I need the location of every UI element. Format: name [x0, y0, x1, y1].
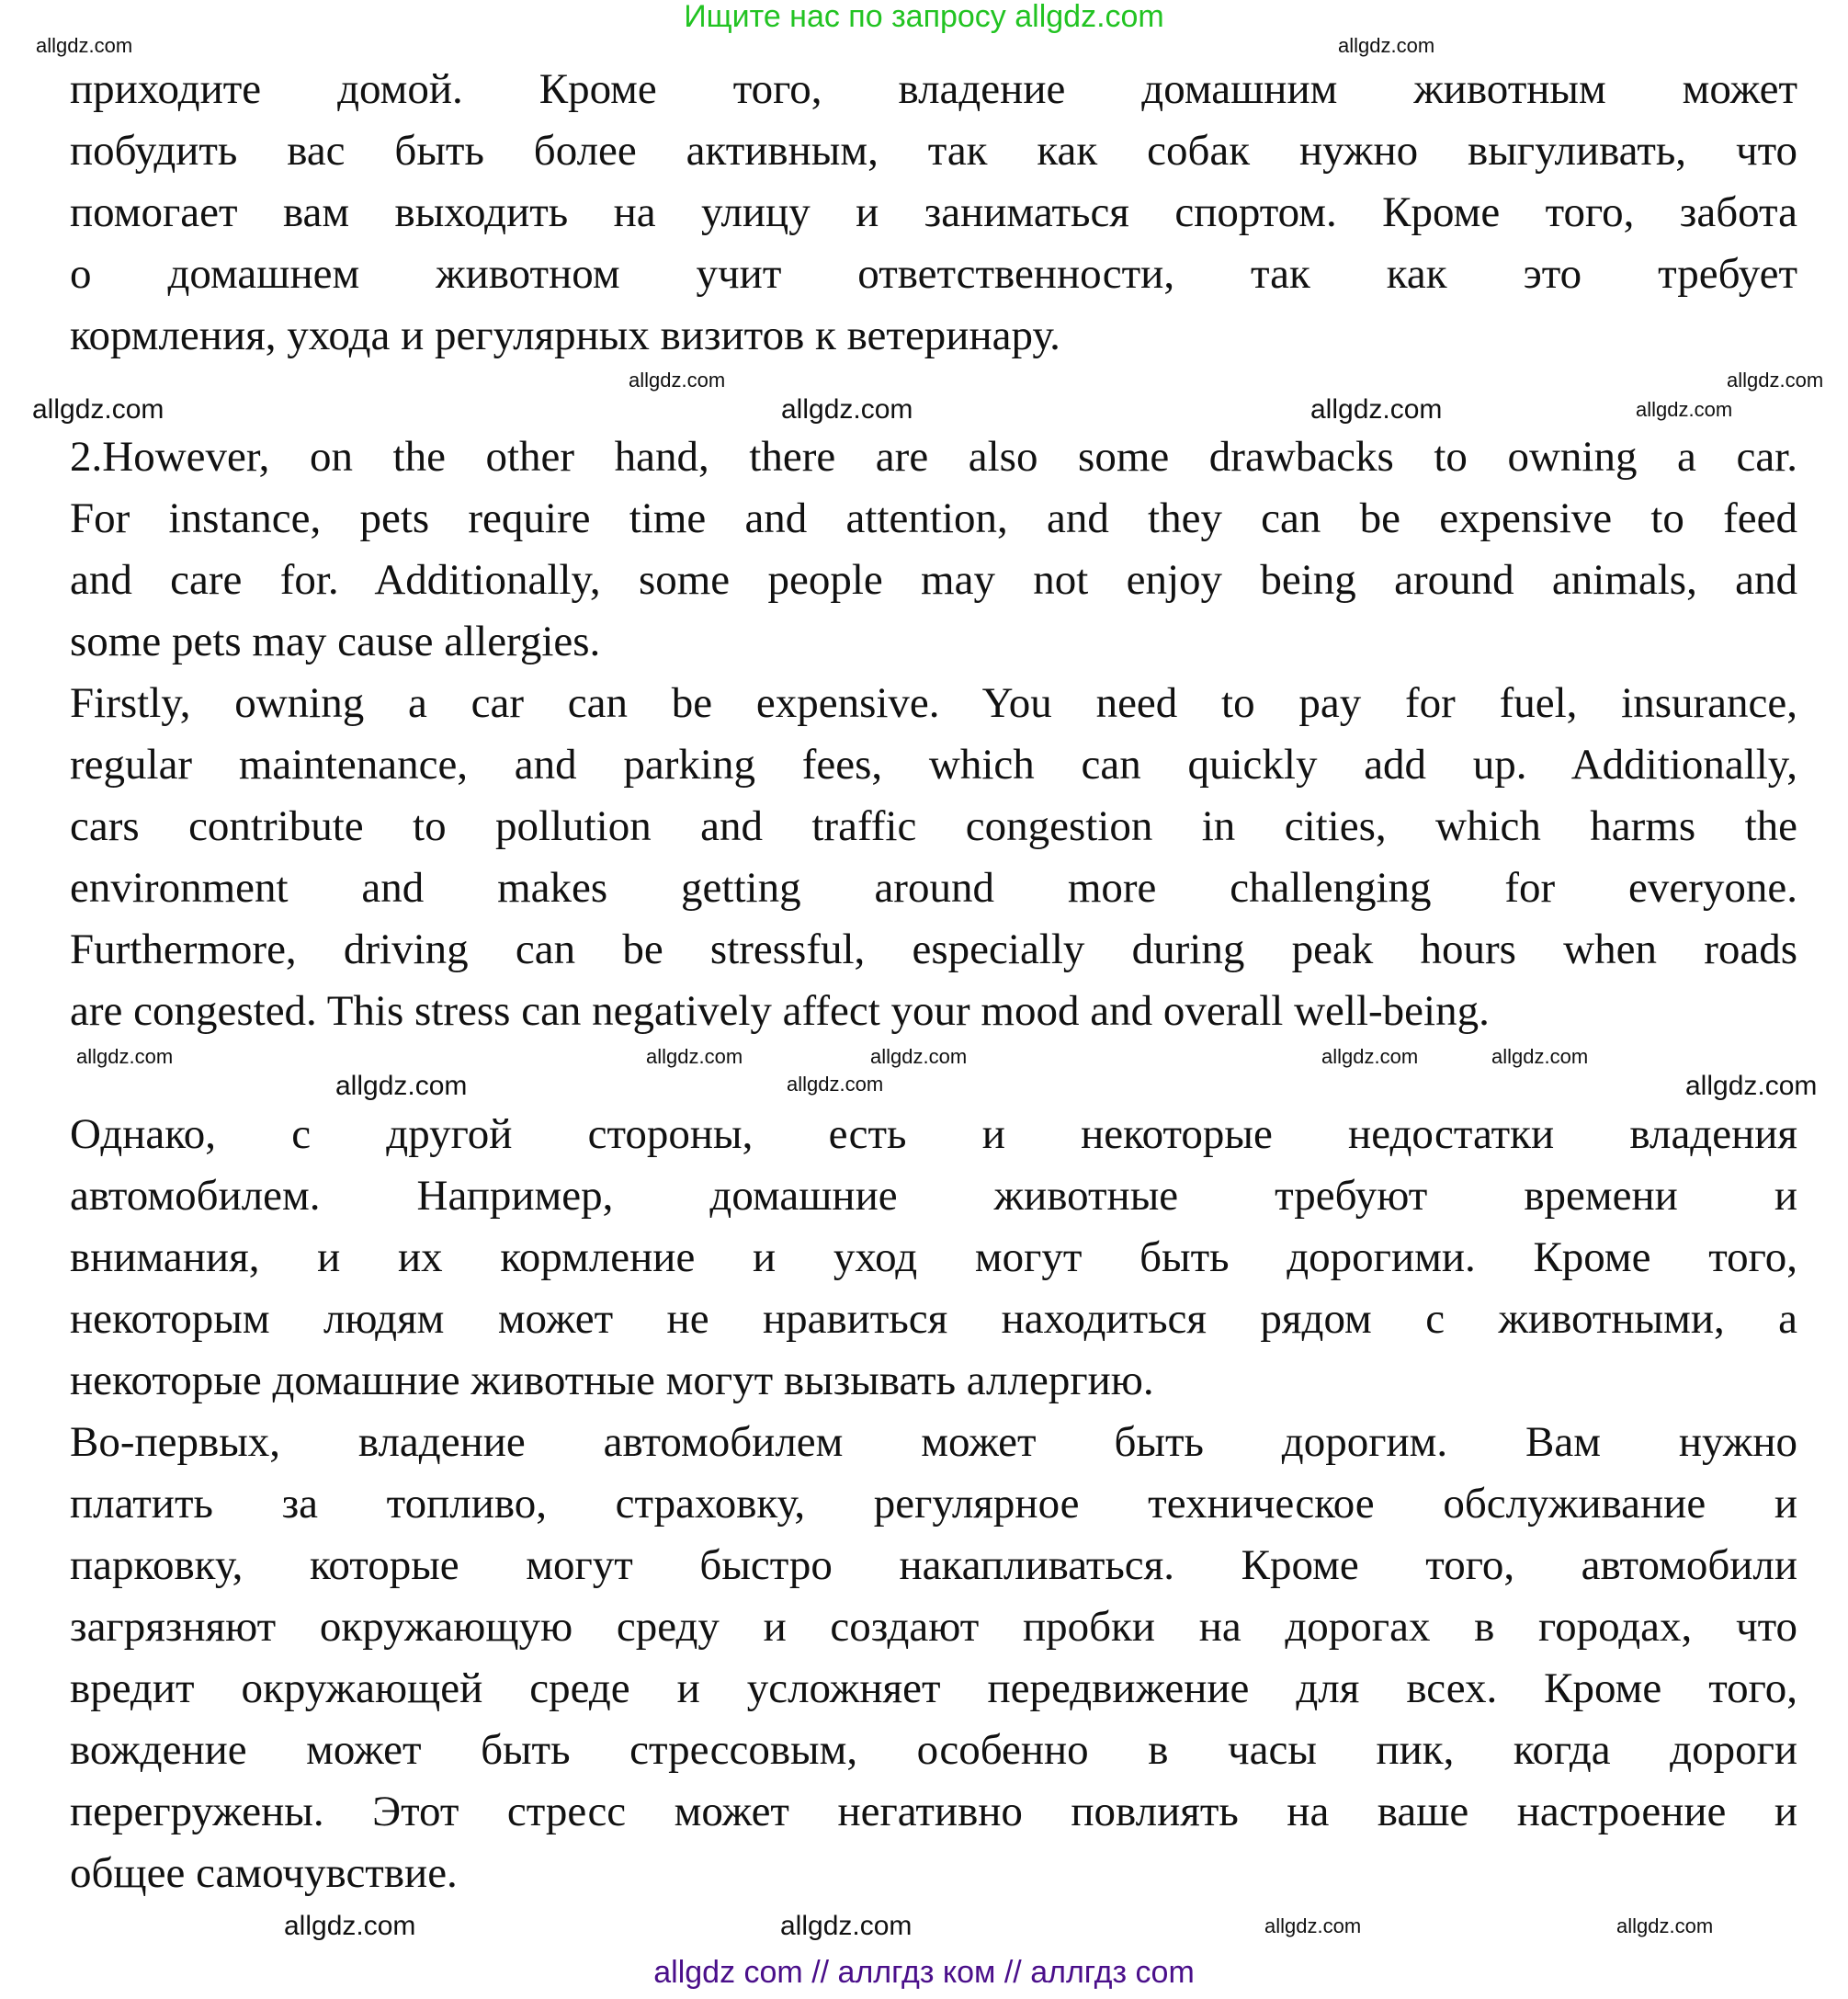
watermark: allgdz.com — [284, 1911, 416, 1941]
watermark: allgdz.com — [1321, 1045, 1419, 1068]
watermark: allgdz.com — [335, 1071, 468, 1101]
watermark: allgdz.com — [787, 1073, 884, 1096]
watermark: allgdz.com — [1727, 369, 1824, 392]
text-line: cars contribute to pollution and traffic congestion in cities, which harms the — [70, 802, 1797, 850]
watermark: allgdz.com — [36, 34, 133, 57]
text-line: некоторым людям может не нравиться находиться рядом с животными, а — [70, 1295, 1797, 1343]
text-line: some pets may cause allergies. — [70, 618, 601, 665]
watermark: allgdz.com — [1264, 1914, 1362, 1937]
text-line: помогает вам выходить на улицу и заниматься спортом. Кроме того, забота — [70, 188, 1797, 236]
text-line: парковку, которые могут быстро накапливаться. Кроме того, автомобили — [70, 1541, 1797, 1589]
watermark: allgdz.com — [780, 1911, 913, 1941]
watermark: allgdz.com — [629, 369, 726, 392]
paragraph-english-car — [70, 426, 1797, 1042]
text-line: общее самочувствие. — [70, 1849, 458, 1897]
text-line: приходите домой. Кроме того, владение домашним животным может — [70, 65, 1797, 113]
watermark: allgdz.com — [1636, 398, 1733, 421]
text-line: For instance, pets require time and attention, and they can be expensive to feed — [70, 494, 1797, 542]
text-line: Во-первых, владение автомобилем может быть дорогим. Вам нужно — [70, 1418, 1797, 1466]
text-line: кормления, ухода и регулярных визитов к ветеринару. — [70, 312, 1060, 359]
text-line: автомобилем. Например, домашние животные требуют времени и — [70, 1172, 1797, 1220]
text-line: вредит окружающей среде и усложняет передвижение для всех. Кроме того, — [70, 1664, 1797, 1712]
text-line: платить за топливо, страховку, регулярное техническое обслуживание и — [70, 1480, 1797, 1528]
text-line: Firstly, owning a car can be expensive. You need to pay for fuel, insurance, — [70, 679, 1797, 727]
text-line: побудить вас быть более активным, так как собак нужно выгуливать, что — [70, 127, 1797, 175]
site-footer: allgdz com // аллгдз ком // аллгдз com — [653, 1955, 1195, 1990]
paragraph-russian-pets — [70, 59, 1797, 367]
paragraph-russian-car — [70, 1104, 1797, 1904]
watermark: allgdz.com — [1685, 1071, 1818, 1101]
watermark: allgdz.com — [32, 394, 164, 425]
text-line: некоторые домашние животные могут вызывать аллергию. — [70, 1357, 1154, 1404]
text-line: regular maintenance, and parking fees, which can quickly add up. Additionally, — [70, 741, 1797, 789]
watermark: allgdz.com — [781, 394, 913, 425]
watermark: allgdz.com — [870, 1045, 968, 1068]
watermark: allgdz.com — [1491, 1045, 1589, 1068]
text-line: are congested. This stress can negatively affect your mood and overall well-being. — [70, 987, 1490, 1035]
text-line: о домашнем животном учит ответственности, так как это требует — [70, 250, 1797, 298]
watermark: allgdz.com — [1338, 34, 1435, 57]
watermark: allgdz.com — [646, 1045, 743, 1068]
text-line: 2.However, on the other hand, there are also some drawbacks to owning a car. — [70, 433, 1797, 481]
text-line: environment and makes getting around more challenging for everyone. — [70, 864, 1797, 912]
text-line: Однако, с другой стороны, есть и некоторые недостатки владения — [70, 1110, 1797, 1158]
text-line: вождение может быть стрессовым, особенно в часы пик, когда дороги — [70, 1726, 1797, 1774]
text-line: Furthermore, driving can be stressful, especially during peak hours when roads — [70, 926, 1797, 973]
watermark: allgdz.com — [1616, 1914, 1714, 1937]
text-line: перегружены. Этот стресс может негативно повлиять на ваше настроение и — [70, 1788, 1797, 1835]
watermark: allgdz.com — [76, 1045, 174, 1068]
watermark: allgdz.com — [1310, 394, 1443, 425]
site-banner: Ищите нас по запросу allgdz.com — [684, 0, 1164, 34]
text-line: внимания, и их кормление и уход могут быть дорогими. Кроме того, — [70, 1233, 1797, 1281]
text-line: загрязняют окружающую среду и создают пробки на дорогах в городах, что — [70, 1603, 1797, 1651]
text-line: and care for. Additionally, some people may not enjoy being around animals, and — [70, 556, 1797, 604]
